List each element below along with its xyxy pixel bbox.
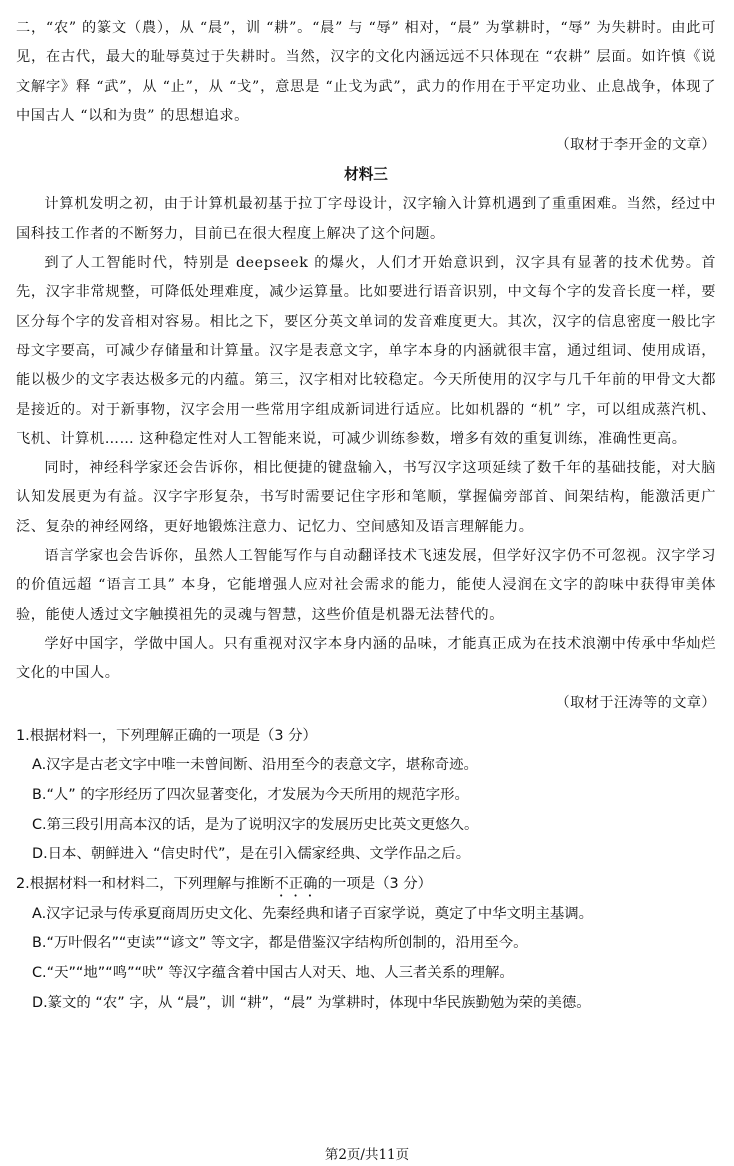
question-2-option-c[interactable]: C.“天”“地”“鸣”“吠” 等汉字蕴含着中国古人对天、地、人三者关系的理解。 [32,964,514,981]
question-1-option-d[interactable]: D.日本、朝鲜进入 “信史时代”，是在引入儒家经典、文学作品之后。 [32,846,471,863]
question-1-stem: 1.根据材料一，下列理解正确的一项是（3 分） [16,727,317,744]
question-2-stem-emphasis: 不正确 [274,875,318,892]
question-2-option-a[interactable]: A.汉字记录与传承夏商周历史文化、先秦经典和诸子百家学说，奠定了中华文明主基调。 [32,905,594,922]
question-2-option-d[interactable]: D.篆文的 “农” 字，从 “晨”，训 “耕”，“晨” 为掌耕时，体现中华民族勤勉为荣的美德。 [32,994,591,1011]
question-2-stem-before: 2.根据材料一和材料二，下列理解与推断 [16,875,275,892]
question-2-stem [16,870,716,900]
material2-closing-paragraph: 二，“农” 的篆文（農），从 “晨”，训 “耕”。“晨” 与 “辱” 相对，“晨” 为掌耕时，“辱” 为失耕时。由此可见，在古代，最大的耻辱莫过于失耕时。当然，汉字的文化内涵远远不只体现在 “农耕” 层面。如许慎《说文解字》释 “武”，从 “止”，从 “戈”，意思是 “止戈为武”，武力的作用在于平定功业、止息战争，体现了中国古人 “以和为贵” 的思想追求。 [16,20,716,124]
material3-paragraph-2: 到了人工智能时代，特别是 deepseek 的爆火，人们才开始意识到，汉字具有显著的技术优势。首先，汉字非常规整，可降低处理难度，减少运算量。比如要进行语音识别，中文每个字的发音长度一样，要区分每个字的发音相对容易。相比之下，要区分英文单词的发音难度更大。其次，汉字的信息密度一般比字母文字要高，可减少存储量和计算量。汉字是表意文字，单字本身的内涵就很丰富，通过组词、使用成语，能以极少的文字表达极多元的内蕴。第三，汉字相对比较稳定。今天所使用的汉字与几千年前的甲骨文大都是接近的。对于新事物，汉字会用一些常用字组成新词进行适应。比如机器的 “机” 字，可以组成蒸汽机、飞机、计算机…… 这种稳定性对人工智能来说，可减少训练参数，增多有效的重复训练，准确性更高。 [16,255,716,447]
material2-source: （取材于李开金的文章） [555,137,716,154]
question-1-option-a[interactable]: A.汉字是古老文字中唯一未曾间断、沿用至今的表意文字，堪称奇迹。 [32,757,478,774]
material3-paragraph-3: 同时，神经科学家还会告诉你，相比便捷的键盘输入，书写汉字这项延续了数千年的基础技能，对大脑认知发展更为有益。汉字字形复杂，书写时需要记住字形和笔顺，掌握偏旁部首、间架结构，能激活更广泛、复杂的神经网络，更好地锻炼注意力、记忆力、空间感知及语言理解能力。 [16,460,716,535]
exam-page [16,14,716,1018]
material3-paragraph-5: 学好中国字，学做中国人。只有重视对汉字本身内涵的品味，才能真正成为在技术浪潮中传承中华灿烂文化的中国人。 [16,635,716,682]
question-1 [16,722,716,870]
question-1-option-b[interactable]: B.“人” 的字形经历了四次显著变化，才发展为今天所用的规范字形。 [32,787,469,804]
question-2 [16,870,716,1018]
question-2-option-b[interactable]: B.“万叶假名”“吏读”“谚文” 等文字，都是借鉴汉字结构所创制的，沿用至今。 [32,935,528,952]
material3-paragraph-4: 语言学家也会告诉你，虽然人工智能写作与自动翻译技术飞速发展，但学好汉字仍不可忽视。汉字学习的价值远超 “语言工具” 本身，它能增强人应对社会需求的能力，能使人浸润在文字的韵味中获得审美体验，能使人透过文字触摸祖先的灵魂与智慧，这些价值是机器无法替代的。 [16,548,716,623]
question-2-stem-after: 的一项是（3 分） [317,875,433,892]
question-1-option-c[interactable]: C.第三段引用高本汉的话，是为了说明汉字的发展历史比英文更悠久。 [32,816,479,833]
material3-source: （取材于汪涛等的文章） [555,694,716,711]
material3-paragraph-1: 计算机发明之初，由于计算机最初基于拉丁字母设计，汉字输入计算机遇到了重重困难。当然，经过中国科技工作者的不断努力，目前已在很大程度上解决了这个问题。 [16,196,716,242]
material3-title: 材料三 [344,166,388,184]
page-number-footer: 第2页/共11页 [324,1147,410,1163]
